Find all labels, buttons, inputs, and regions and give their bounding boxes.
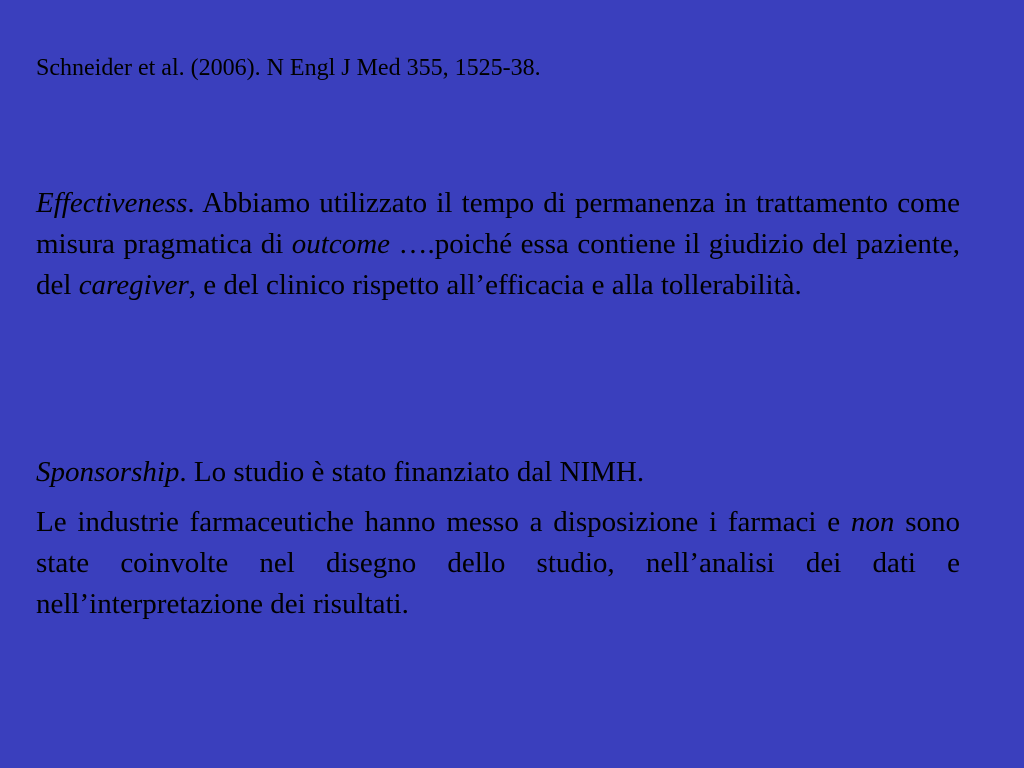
sponsorship-paragraph — [36, 452, 960, 493]
effectiveness-paragraph — [36, 183, 960, 306]
effectiveness-text-1: . Abbiamo utilizzato il tempo di permanenza in trattamento come misura pragmatica di — [36, 187, 960, 260]
sponsorship-text: . Lo studio è stato finanziato dal NIMH. — [179, 456, 645, 488]
non-term: non — [850, 506, 895, 538]
effectiveness-text-2: ….poiché essa contiene il giudizio del paziente, del — [36, 228, 960, 301]
industry-paragraph — [36, 502, 960, 625]
citation-text: Schneider et al. (2006). N Engl J Med 355, 1525-38. — [36, 55, 541, 81]
industry-text-1: Le industrie farmaceutiche hanno messo a disposizione i farmaci e — [36, 506, 851, 538]
effectiveness-term: Effectiveness — [36, 187, 188, 219]
sponsorship-term: Sponsorship — [36, 456, 180, 488]
industry-text-2: sono state coinvolte nel disegno dello studio, nell’analisi dei dati e nell’interpretazione dei risultati. — [36, 506, 960, 620]
effectiveness-text-3: , e del clinico rispetto all’efficacia e alla tollerabilità. — [188, 269, 802, 301]
outcome-term: outcome — [291, 228, 391, 260]
caregiver-term: caregiver — [78, 269, 189, 301]
